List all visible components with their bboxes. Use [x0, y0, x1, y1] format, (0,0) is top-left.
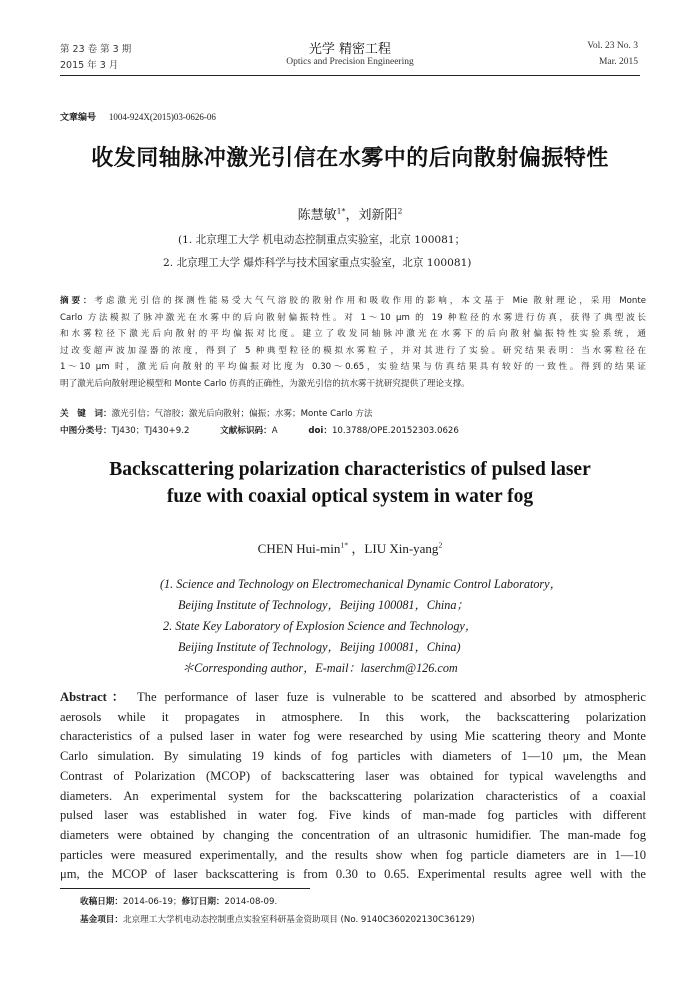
author-cn-sep: ，	[345, 208, 359, 223]
corresponding-author: ＊Corresponding author，E-mail：laserchm@126.com	[182, 661, 458, 675]
header-volume-cn: 第 23 卷 第 3 期	[60, 44, 132, 55]
affiliation-cn-1: (1. 北京理工大学 机电动态控制重点实验室，北京 100081；	[178, 234, 466, 246]
clc-value: TJ430；TJ430+9.2	[111, 426, 190, 436]
abstract-cn	[60, 293, 646, 393]
author-cn-1: 陈慧敏	[297, 208, 337, 223]
received-label: 收稿日期：	[80, 897, 123, 907]
classification-line	[60, 424, 459, 436]
abstract-en-label: Abstract：	[60, 690, 130, 704]
authors-en	[200, 538, 500, 557]
doc-code-label: 文献标识码：	[220, 426, 272, 436]
clc-label: 中图分类号：	[60, 426, 112, 436]
title-cn: 收发同轴脉冲激光引信在水雾中的后向散射偏振特性	[91, 146, 609, 171]
doi-label: doi：	[308, 426, 332, 436]
article-number-label: 文章编号	[60, 113, 97, 123]
abstract-en-line: diameters. An experimental system for the backscattering polarization characteristics of a coaxial	[60, 788, 646, 803]
abstract-en-line: aerosols while it propagates in atmosphere. In this work, the backscattering polarization	[60, 709, 646, 724]
abstract-en-line: pulsed laser was established in water fog. Five kinds of man-made fog particles with different	[60, 808, 646, 823]
doi-value: 10.3788/OPE.20152303.0626	[331, 426, 459, 436]
doc-code-value: A	[271, 426, 278, 436]
author-cn-2: 刘新阳	[358, 208, 398, 223]
keywords-cn-value: 激光引信；气溶胶；激光后向散射；偏振；水雾；Monte Carlo 方法	[111, 409, 373, 419]
abstract-cn-label: 摘要：	[60, 296, 95, 306]
author-cn-1-mark: 1*	[336, 206, 346, 216]
abstract-cn-line: Carlo 方法模拟了脉冲激光在水雾中的后向散射偏振特性。对 1～10 μm 的 19 种粒径的水雾进行仿真，获得了典型波长	[60, 312, 646, 323]
abstract-cn-line: 过改变超声波加湿器的浓度，得到了 5 种典型粒径的模拟水雾粒子，并对其进行了实验。研究结果表明：当水雾粒径在	[60, 345, 646, 356]
author-en-1-mark: 1*	[340, 540, 349, 550]
affiliation-cn-2: 2. 北京理工大学 爆炸科学与技术国家重点实验室，北京 100081)	[163, 257, 472, 269]
title-en-line-2: fuze with coaxial optical system in water fog	[166, 486, 534, 507]
footnote-dates	[80, 895, 277, 907]
abstract-en-line: The performance of laser fuze is vulnerable to be scattered and absorbed by atmospheric	[136, 690, 646, 704]
abstract-en-line: Carlo simulation. By simulating 19 kinds of fog particles with diameters of 1—10 μm, the Mean	[60, 749, 646, 764]
header-rule	[60, 75, 640, 76]
revised-label: 修订日期：	[181, 897, 225, 907]
author-en-2-mark: 2	[438, 540, 443, 550]
header-date-en: Mar. 2015	[598, 57, 638, 67]
abstract-en-line: characteristics of a pulsed laser in water fog were researched by using Mie scattering theory and Monte	[60, 729, 646, 744]
funding-label: 基金项目：	[80, 915, 123, 925]
abstract-cn-line: 1～10 μm 时，激光后向散射的平均偏振对比度为 0.30～0.65，实验结果与仿真结果具有较好的一致性。得到的结果证	[60, 362, 646, 373]
abstract-en-line: particles were measured experimentally, and the results show when fog particle diameters are in 1—10	[60, 847, 646, 862]
article-number	[60, 110, 216, 123]
authors-cn	[200, 204, 500, 223]
author-en-sep: ，	[348, 541, 365, 556]
author-en-1: CHEN Hui-min	[257, 541, 341, 556]
affiliation-en-1: (1. Science and Technology on Electromechanical Dynamic Control Laboratory，	[160, 577, 562, 591]
abstract-en-line: Contrast of Polarization (MCOP) of backscattering laser was obtained for typical wavelengths and	[60, 768, 646, 783]
affiliation-en-3: 2. State Key Laboratory of Explosion Science and Technology，	[163, 619, 478, 633]
abstract-cn-line: 明了激光后向散射理论模型和 Monte Carlo 仿真的正确性，为激光引信的抗水雾干扰研究提供了理论支撑。	[60, 378, 470, 389]
abstract-en	[60, 688, 646, 885]
affiliation-en-2: Beijing Institute of Technology，Beijing 100081，China；	[178, 598, 469, 612]
header-volume-en: Vol. 23 No. 3	[587, 41, 638, 51]
journal-title-en: Optics and Precision Engineering	[286, 57, 414, 67]
journal-title-cn: 光学 精密工程	[308, 42, 392, 57]
author-cn-2-mark: 2	[397, 206, 403, 216]
title-en-line-1: Backscattering polarization characteristics of pulsed laser	[109, 459, 591, 480]
abstract-en-line: μm, the MCOP of laser backscattering is from 0.30 to 0.65. Experimental results agree well with the	[60, 867, 646, 882]
abstract-en-line: diameters were obtained by changing the concentration of an ultrasonic humidifier. The man-made fog	[60, 827, 646, 842]
affiliation-en-4: Beijing Institute of Technology，Beijing 100081，China)	[178, 640, 461, 654]
abstract-cn-line: 考虑激光引信的探测性能易受大气气溶胶的散射作用和吸收作用的影响，本文基于 Mie 散射理论，采用 Monte	[94, 296, 646, 306]
keywords-cn-label: 关 键 词：	[60, 409, 112, 419]
header-date-cn: 2015 年 3 月	[60, 60, 119, 71]
revised-date: 2014-08-09.	[224, 897, 278, 907]
funding-value: 北京理工大学机电动态控制重点实验室科研基金资助项目 (No. 9140C360202130C36129)	[122, 915, 475, 925]
footnote-funding	[80, 913, 475, 925]
footnote-rule	[60, 888, 310, 889]
received-date: 2014-06-19；	[122, 897, 182, 907]
abstract-cn-line: 和水雾粒径下激光后向散射的平均偏振对比度。建立了收发同轴脉冲激光在水雾下的后向散射偏振特性实验系统，通	[60, 329, 646, 340]
keywords-cn	[60, 407, 373, 419]
author-en-2: LIU Xin-yang	[364, 541, 439, 556]
article-number-value: 1004-924X(2015)03-0626-06	[108, 112, 216, 122]
